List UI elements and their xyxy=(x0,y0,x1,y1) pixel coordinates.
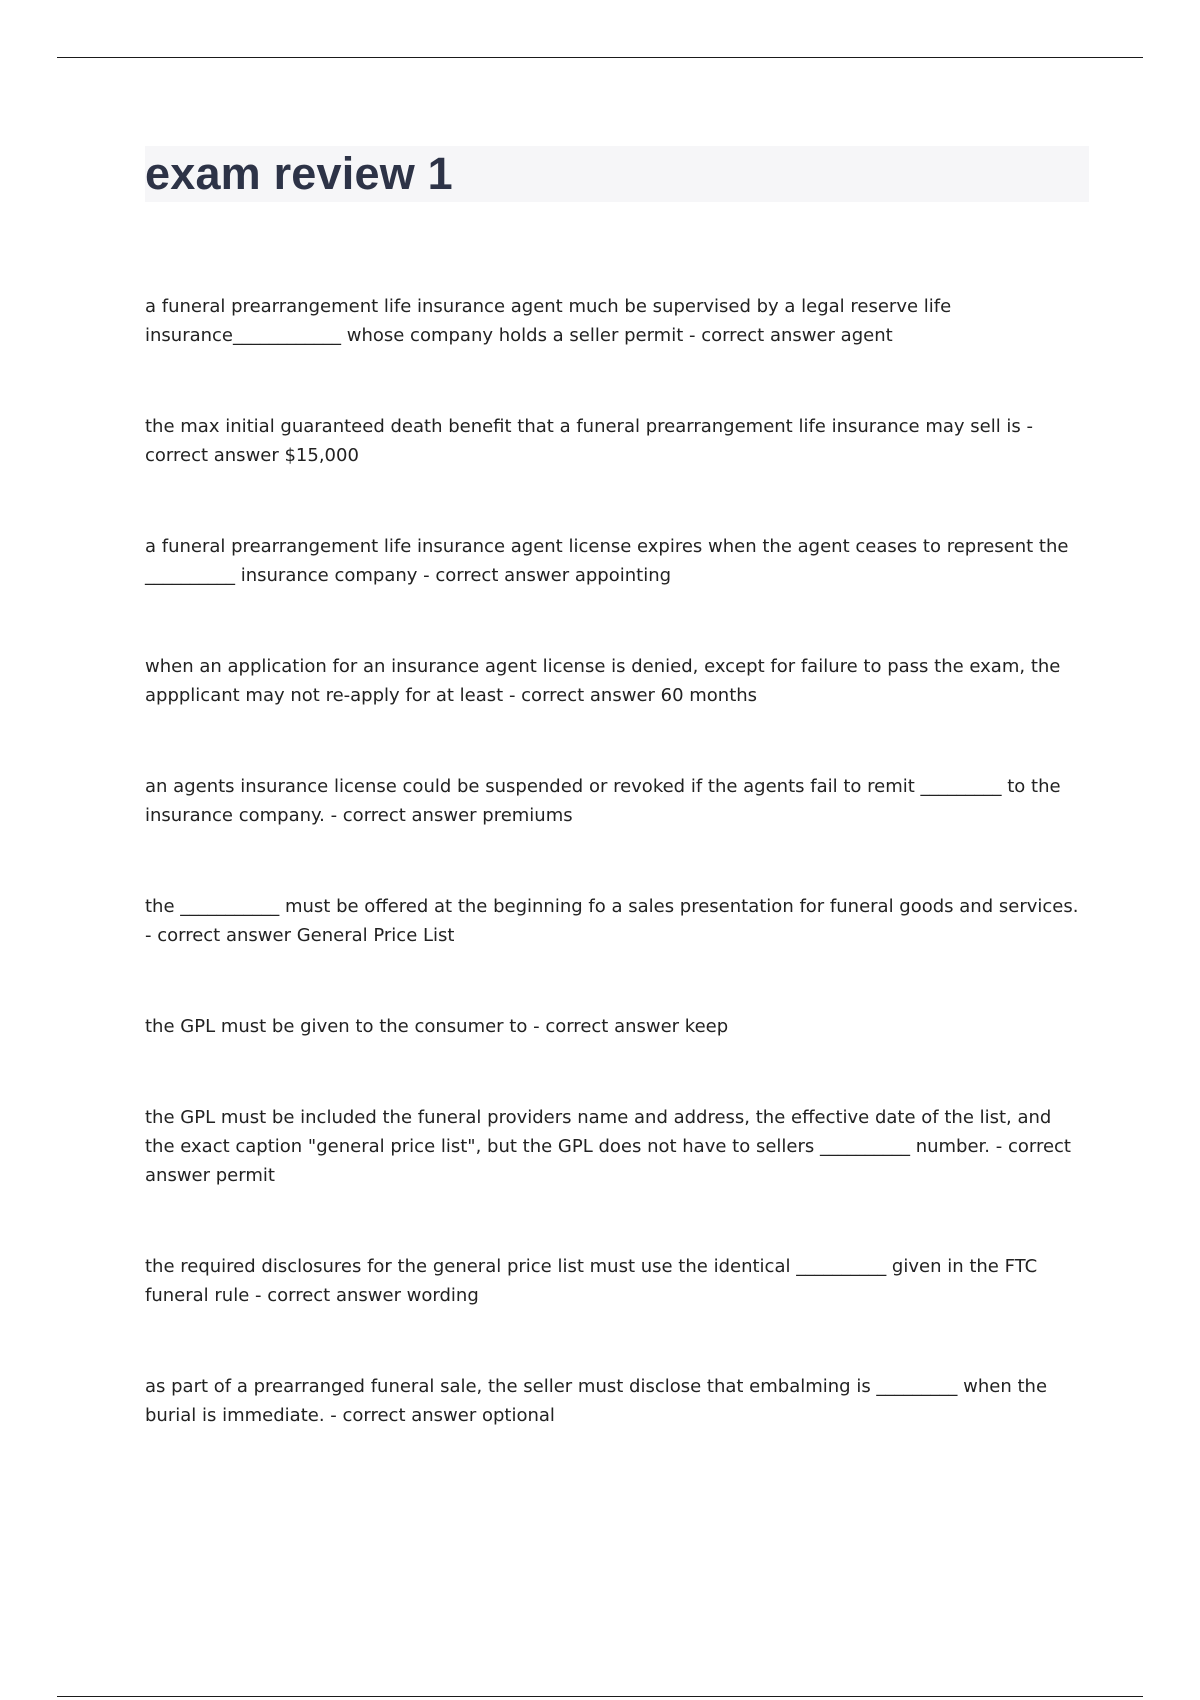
page-title: exam review 1 xyxy=(145,148,453,199)
top-rule xyxy=(57,57,1143,58)
question-item-2: the max initial guaranteed death benefit that a funeral prearrangement life insurance may sell is - correct answer $15,000 xyxy=(145,416,1034,466)
question-item-5: an agents insurance license could be suspended or revoked if the agents fail to remit _________ to the insurance company. - correct answer premiums xyxy=(145,776,1061,826)
bottom-rule xyxy=(57,1696,1143,1697)
question-item-4: when an application for an insurance agent license is denied, except for failure to pass the exam, the appplicant may not re-apply for at least - correct answer 60 months xyxy=(145,656,1061,706)
question-item-7: the GPL must be given to the consumer to - correct answer keep xyxy=(145,1016,729,1037)
question-item-1: a funeral prearrangement life insurance agent much be supervised by a legal reserve life insurance____________ whose company holds a seller permit - correct answer agent xyxy=(145,296,952,346)
question-item-3: a funeral prearrangement life insurance agent license expires when the agent ceases to represent the __________ insurance company - correct answer appointing xyxy=(145,536,1069,586)
question-list xyxy=(145,292,1085,1430)
question-item-9: the required disclosures for the general price list must use the identical __________ given in the FTC funeral rule - correct answer wording xyxy=(145,1256,1038,1306)
question-item-6: the ___________ must be offered at the beginning fo a sales presentation for funeral goods and services. - correct answer General Price List xyxy=(145,896,1079,946)
question-item-8: the GPL must be included the funeral providers name and address, the effective date of the list, and the exact caption "general price list", but the GPL does not have to sellers __________ number. - correct answer permit xyxy=(145,1107,1071,1186)
question-item-10: as part of a prearranged funeral sale, the seller must disclose that embalming is _________ when the burial is immediate. - correct answer optional xyxy=(145,1376,1048,1426)
